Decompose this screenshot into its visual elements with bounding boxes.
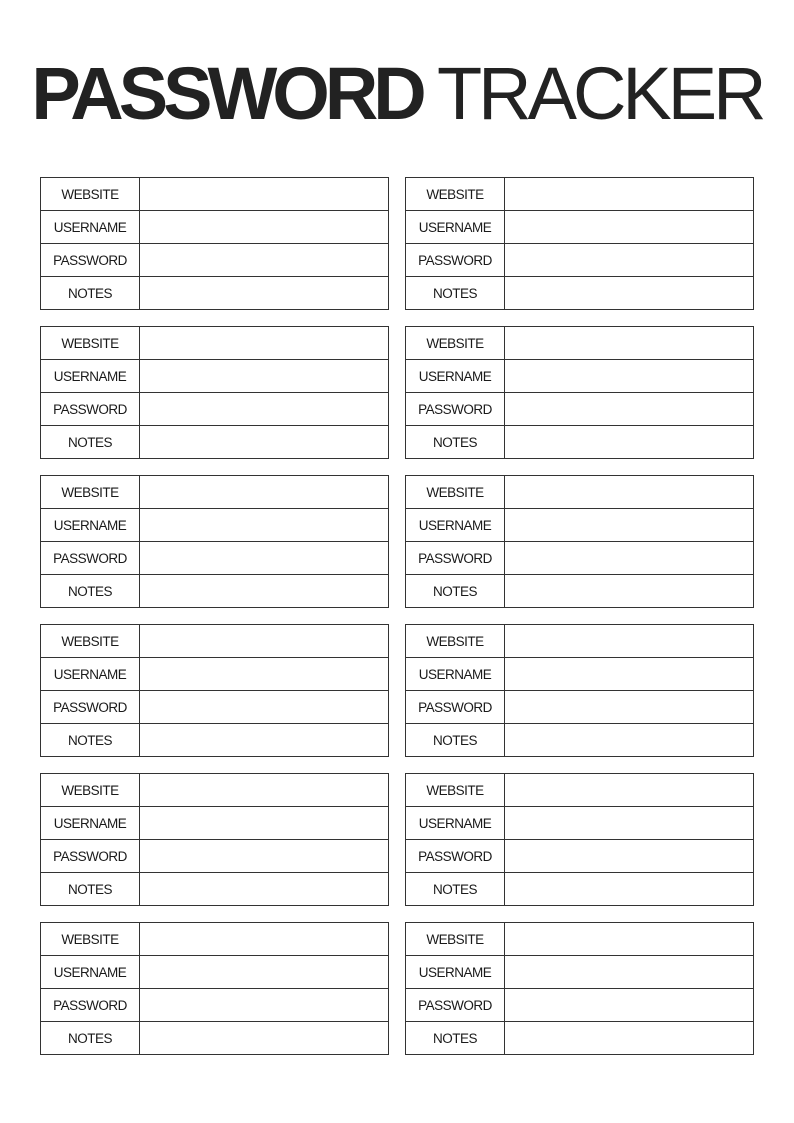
entry-field-username: [406, 211, 753, 244]
field-label-website: WEBSITE: [41, 625, 140, 657]
entry-field-notes: [406, 1022, 753, 1054]
field-label-password: PASSWORD: [41, 691, 140, 723]
field-value-password[interactable]: [505, 691, 753, 723]
field-label-password: PASSWORD: [406, 542, 505, 574]
field-label-password: PASSWORD: [406, 244, 505, 276]
tracker-row: [40, 326, 754, 459]
tracker-grid: [40, 177, 754, 1071]
entry-field-username: [406, 509, 753, 542]
field-label-website: WEBSITE: [41, 774, 140, 806]
entry-field-notes: [41, 277, 388, 309]
field-label-username: USERNAME: [406, 211, 505, 243]
entry-field-password: [41, 393, 388, 426]
entry-field-password: [406, 244, 753, 277]
page-title: [0, 52, 794, 136]
field-label-username: USERNAME: [41, 658, 140, 690]
field-label-website: WEBSITE: [406, 625, 505, 657]
entry-field-username: [41, 211, 388, 244]
password-entry-card: [405, 326, 754, 459]
field-value-notes[interactable]: [140, 1022, 388, 1054]
entry-field-notes: [41, 1022, 388, 1054]
entry-field-website: [406, 178, 753, 211]
field-value-website[interactable]: [505, 327, 753, 359]
field-value-username[interactable]: [140, 658, 388, 690]
field-value-username[interactable]: [505, 658, 753, 690]
entry-field-username: [406, 360, 753, 393]
entry-field-password: [41, 542, 388, 575]
entry-field-notes: [41, 426, 388, 458]
entry-field-password: [406, 542, 753, 575]
field-label-username: USERNAME: [406, 509, 505, 541]
entry-field-website: [41, 923, 388, 956]
entry-field-username: [41, 509, 388, 542]
field-value-notes[interactable]: [505, 575, 753, 607]
field-value-password[interactable]: [140, 989, 388, 1021]
field-label-notes: NOTES: [406, 1022, 505, 1054]
password-entry-card: [405, 922, 754, 1055]
field-value-password[interactable]: [505, 989, 753, 1021]
field-value-website[interactable]: [140, 178, 388, 210]
field-value-website[interactable]: [140, 476, 388, 508]
field-label-website: WEBSITE: [406, 476, 505, 508]
entry-field-website: [406, 327, 753, 360]
field-value-website[interactable]: [505, 774, 753, 806]
password-entry-card: [40, 326, 389, 459]
title-bold: PASSWORD: [31, 52, 422, 135]
entry-field-website: [406, 923, 753, 956]
entry-field-username: [41, 360, 388, 393]
field-value-notes[interactable]: [140, 724, 388, 756]
field-label-notes: NOTES: [41, 426, 140, 458]
field-label-password: PASSWORD: [406, 840, 505, 872]
field-label-password: PASSWORD: [41, 840, 140, 872]
entry-field-password: [41, 989, 388, 1022]
field-label-username: USERNAME: [41, 211, 140, 243]
entry-field-password: [41, 840, 388, 873]
password-entry-card: [40, 624, 389, 757]
entry-field-password: [406, 840, 753, 873]
field-value-password[interactable]: [140, 691, 388, 723]
field-value-username[interactable]: [140, 211, 388, 243]
field-label-notes: NOTES: [406, 426, 505, 458]
field-value-notes[interactable]: [140, 575, 388, 607]
entry-field-website: [41, 476, 388, 509]
entry-field-password: [406, 691, 753, 724]
field-label-website: WEBSITE: [406, 923, 505, 955]
field-value-username[interactable]: [505, 211, 753, 243]
entry-field-username: [406, 956, 753, 989]
entry-field-username: [406, 658, 753, 691]
field-label-password: PASSWORD: [41, 542, 140, 574]
field-label-website: WEBSITE: [41, 327, 140, 359]
field-value-username[interactable]: [140, 807, 388, 839]
field-label-notes: NOTES: [406, 575, 505, 607]
field-label-username: USERNAME: [406, 807, 505, 839]
field-value-username[interactable]: [140, 956, 388, 988]
entry-field-notes: [41, 873, 388, 905]
entry-field-notes: [406, 873, 753, 905]
field-label-username: USERNAME: [406, 956, 505, 988]
title-light: TRACKER: [436, 52, 763, 135]
field-value-notes[interactable]: [140, 426, 388, 458]
field-label-website: WEBSITE: [406, 178, 505, 210]
field-value-password[interactable]: [505, 244, 753, 276]
password-entry-card: [40, 177, 389, 310]
field-label-website: WEBSITE: [41, 178, 140, 210]
field-label-password: PASSWORD: [406, 989, 505, 1021]
field-label-notes: NOTES: [41, 1022, 140, 1054]
field-value-username[interactable]: [505, 360, 753, 392]
field-label-notes: NOTES: [41, 575, 140, 607]
field-value-website[interactable]: [505, 923, 753, 955]
entry-field-website: [406, 476, 753, 509]
field-value-notes[interactable]: [140, 277, 388, 309]
entry-field-password: [41, 244, 388, 277]
field-value-username[interactable]: [505, 956, 753, 988]
field-value-password[interactable]: [505, 840, 753, 872]
field-label-notes: NOTES: [41, 277, 140, 309]
password-entry-card: [40, 922, 389, 1055]
entry-field-password: [406, 393, 753, 426]
field-value-password[interactable]: [140, 393, 388, 425]
field-value-username[interactable]: [505, 509, 753, 541]
entry-field-notes: [406, 724, 753, 756]
field-value-website[interactable]: [140, 327, 388, 359]
password-entry-card: [405, 624, 754, 757]
field-label-password: PASSWORD: [41, 393, 140, 425]
field-label-username: USERNAME: [41, 360, 140, 392]
field-value-password[interactable]: [140, 244, 388, 276]
entry-field-website: [41, 327, 388, 360]
field-label-username: USERNAME: [406, 360, 505, 392]
field-value-username[interactable]: [505, 807, 753, 839]
field-value-notes[interactable]: [505, 873, 753, 905]
field-value-website[interactable]: [505, 625, 753, 657]
entry-field-website: [406, 625, 753, 658]
tracker-row: [40, 177, 754, 310]
field-value-notes[interactable]: [505, 277, 753, 309]
field-label-password: PASSWORD: [406, 393, 505, 425]
field-label-notes: NOTES: [406, 724, 505, 756]
tracker-row: [40, 773, 754, 906]
field-label-password: PASSWORD: [406, 691, 505, 723]
entry-field-username: [41, 658, 388, 691]
entry-field-website: [41, 178, 388, 211]
field-value-password[interactable]: [505, 393, 753, 425]
field-label-notes: NOTES: [41, 724, 140, 756]
field-value-password[interactable]: [140, 542, 388, 574]
field-label-password: PASSWORD: [41, 244, 140, 276]
tracker-row: [40, 922, 754, 1055]
entry-field-notes: [406, 426, 753, 458]
entry-field-username: [41, 956, 388, 989]
field-label-notes: NOTES: [406, 873, 505, 905]
entry-field-website: [406, 774, 753, 807]
tracker-row: [40, 624, 754, 757]
entry-field-password: [406, 989, 753, 1022]
password-entry-card: [405, 475, 754, 608]
entry-field-username: [41, 807, 388, 840]
tracker-row: [40, 475, 754, 608]
field-value-notes[interactable]: [505, 724, 753, 756]
entry-field-website: [41, 625, 388, 658]
password-entry-card: [40, 773, 389, 906]
field-value-password[interactable]: [140, 840, 388, 872]
field-value-notes[interactable]: [505, 426, 753, 458]
password-entry-card: [405, 177, 754, 310]
field-value-notes[interactable]: [505, 1022, 753, 1054]
field-label-username: USERNAME: [406, 658, 505, 690]
field-value-notes[interactable]: [140, 873, 388, 905]
field-label-website: WEBSITE: [406, 327, 505, 359]
entry-field-website: [41, 774, 388, 807]
field-value-website[interactable]: [140, 625, 388, 657]
field-value-username[interactable]: [140, 360, 388, 392]
field-label-website: WEBSITE: [41, 476, 140, 508]
field-value-website[interactable]: [505, 178, 753, 210]
field-value-password[interactable]: [505, 542, 753, 574]
field-label-notes: NOTES: [41, 873, 140, 905]
entry-field-notes: [41, 724, 388, 756]
field-value-website[interactable]: [140, 923, 388, 955]
field-value-username[interactable]: [140, 509, 388, 541]
field-label-website: WEBSITE: [406, 774, 505, 806]
entry-field-notes: [41, 575, 388, 607]
field-value-website[interactable]: [505, 476, 753, 508]
entry-field-username: [406, 807, 753, 840]
password-entry-card: [40, 475, 389, 608]
field-value-website[interactable]: [140, 774, 388, 806]
field-label-username: USERNAME: [41, 509, 140, 541]
field-label-username: USERNAME: [41, 956, 140, 988]
field-label-notes: NOTES: [406, 277, 505, 309]
entry-field-notes: [406, 277, 753, 309]
entry-field-password: [41, 691, 388, 724]
field-label-password: PASSWORD: [41, 989, 140, 1021]
password-entry-card: [405, 773, 754, 906]
field-label-username: USERNAME: [41, 807, 140, 839]
entry-field-notes: [406, 575, 753, 607]
field-label-website: WEBSITE: [41, 923, 140, 955]
